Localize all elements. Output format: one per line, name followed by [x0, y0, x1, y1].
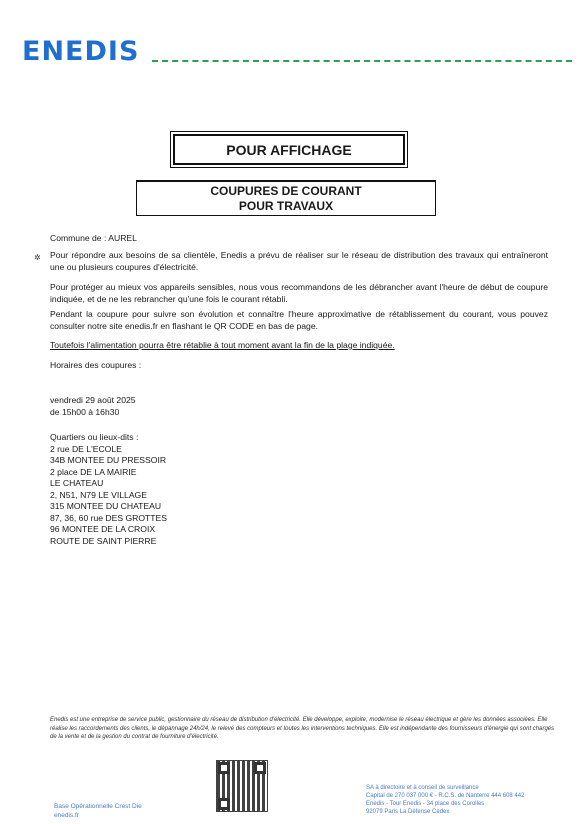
quartiers-list: [50, 432, 167, 547]
site-link[interactable]: enedis.fr: [54, 812, 79, 819]
list-item: 2 place DE LA MAIRIE: [50, 466, 137, 477]
list-item: 87, 36, 60 rue DES GROTTES: [50, 512, 168, 523]
footer-site-block: [54, 802, 142, 820]
qr-code-icon[interactable]: [216, 760, 268, 812]
logo-underline: [152, 60, 572, 62]
coupure-date: vendredi 29 août 2025: [50, 395, 136, 405]
list-item: 2, N51, N79 LE VILLAGE: [50, 489, 147, 500]
list-item: 2 rue DE L'ECOLE: [50, 443, 122, 454]
paragraph-appareils: Pour protéger au mieux vos appareils sensibles, nous vous recommandons de les débrancher avant l'heure de début de coupure indiquée, et de ne les rebrancher qu'une fois le courant rétabli.: [50, 282, 548, 304]
coupure-time: de 15h00 à 16h30: [50, 407, 120, 417]
paragraph-besoins: Pour répondre aux besoins de sa clientèle, Enedis a prévu de réaliser sur le réseau de distribution des travaux qui entraîneront une ou plusieurs coupures d'électricité.: [50, 250, 548, 272]
pour-affichage-title: POUR AFFICHAGE: [226, 141, 352, 158]
company-line: Capital de 270 037 000 € - R.C.S. de Nanterre 444 608 442: [366, 793, 525, 799]
coupures-title-line1: COUPURES DE COURANT: [210, 184, 362, 198]
coupures-title-line2: POUR TRAVAUX: [238, 199, 334, 213]
coupures-title-box: [136, 180, 436, 216]
list-item: 34B MONTEE DU PRESSOIR: [50, 455, 167, 465]
list-item: LE CHATEAU: [50, 478, 104, 488]
horaires-label: Horaires des coupures :: [50, 360, 142, 370]
list-item: 96 MONTEE DE LA CROIX: [50, 524, 156, 534]
megaphone-icon: ✲: [34, 253, 41, 262]
enedis-logo: ENEDIS: [22, 36, 140, 67]
commune-line: Commune de : AUREL: [50, 233, 137, 243]
company-line: SA à directoire et à conseil de surveillance: [366, 785, 479, 791]
paragraph-suivi: Pendant la coupure pour suivre son évolution et connaître l'heure approximative de rétablissement du courant, vous pouvez consulter notre site enedis.fr en flashant le QR CODE en bas de page.: [50, 309, 548, 331]
base-operationnelle: Base Opérationnelle Crest Die: [54, 803, 142, 810]
company-info: [366, 784, 524, 816]
pour-affichage-box: [173, 134, 405, 165]
quartiers-label: Quartiers ou lieux-dits :: [50, 432, 139, 442]
list-item: 315 MONTEE DU CHATEAU: [50, 501, 162, 511]
warning-text: Toutefois l'alimentation pourra être rétablie à tout moment avant la fin de la plage indiquée.: [50, 340, 395, 350]
list-item: ROUTE DE SAINT PIERRE: [50, 535, 157, 546]
company-line: Enedis - Tour Enedis - 34 place des Corolles: [366, 801, 485, 807]
company-line: 92079 Paris La Défense Cedex: [366, 809, 450, 815]
footer-legal-text: Enedis est une entreprise de service public, gestionnaire du réseau de distribution d'électricité. Elle développe, exploite, modernise le réseau électrique et gère les données associées. Elle réalise les raccordements des clients, le dépannage 24h/24, le relevé des compteurs et toutes les interventions techniques. Elle est indépendante des fournisseurs d'énergie qui sont chargés de la vente et de la gestion du contrat de fourniture d'électricité.: [50, 717, 555, 740]
